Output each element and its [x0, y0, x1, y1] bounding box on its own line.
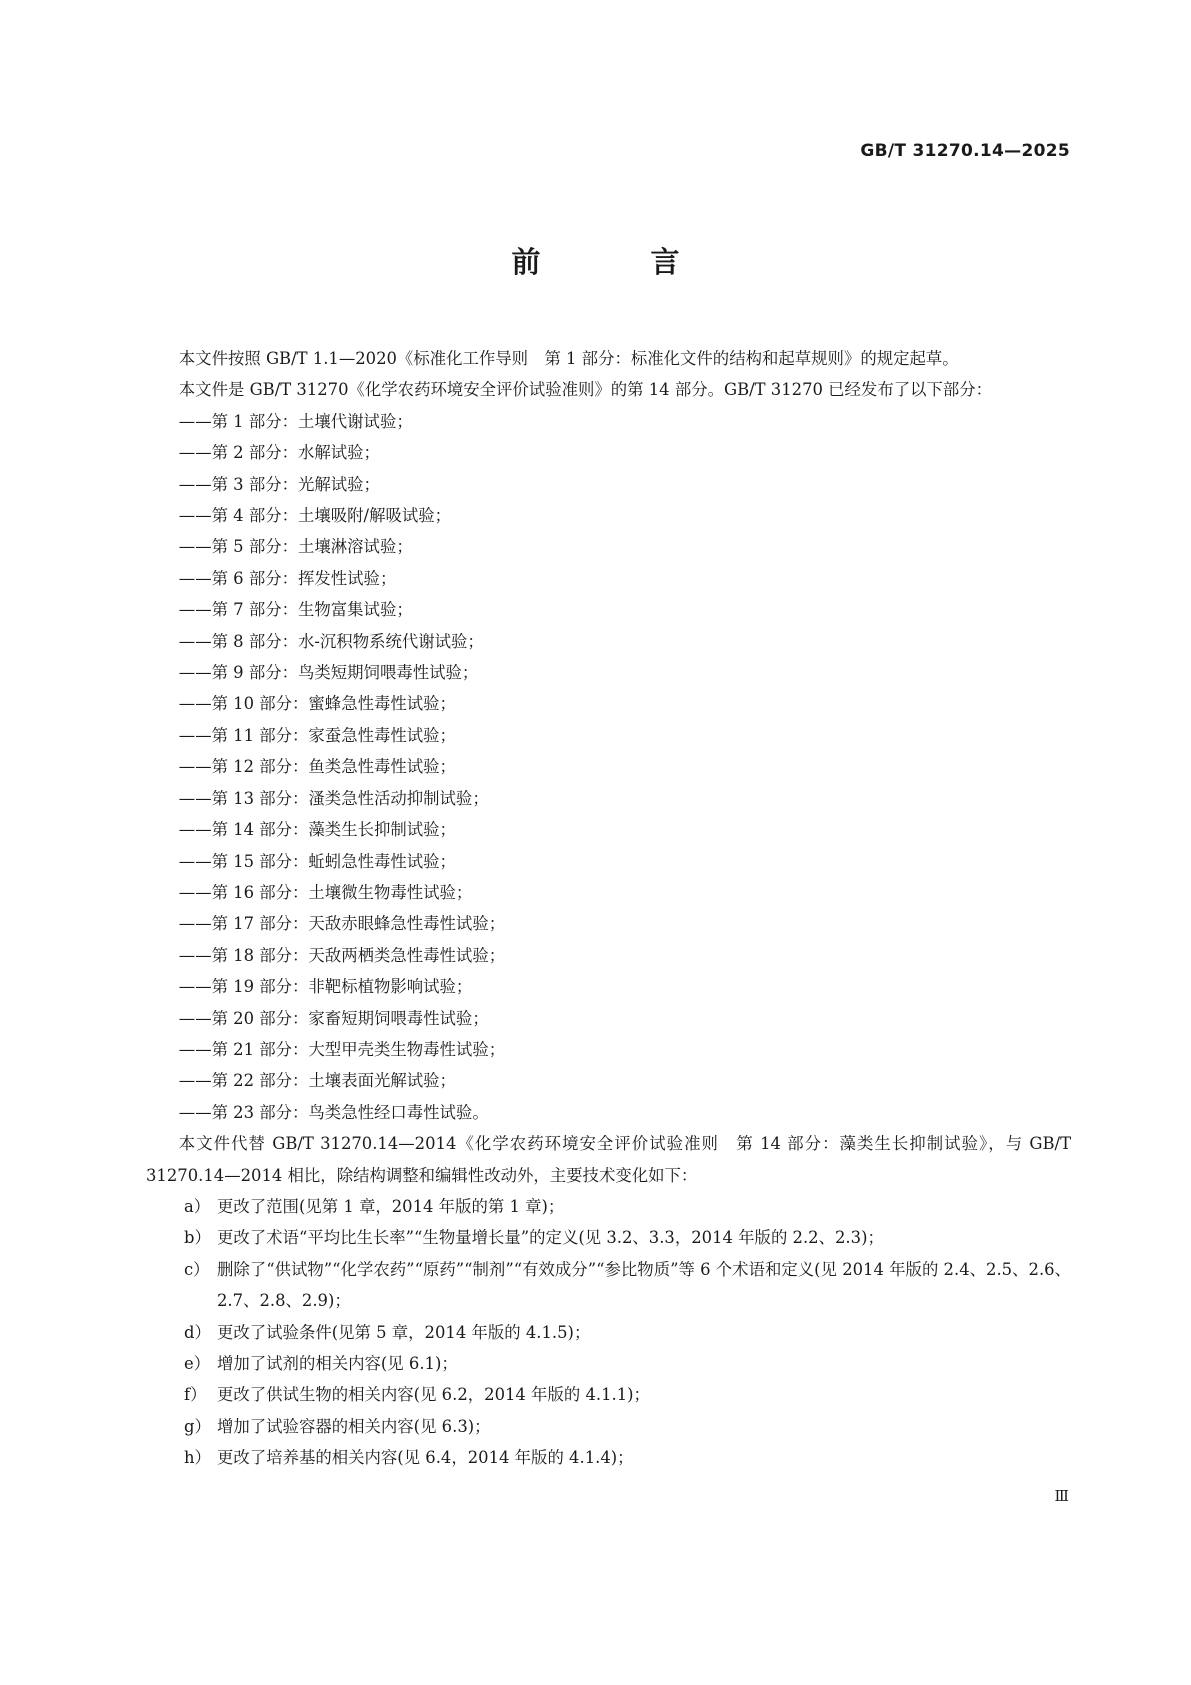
list-item: ——第 18 部分：天敌两栖类急性毒性试验； — [178, 945, 506, 965]
change-item — [146, 1222, 1071, 1253]
change-text: 删除了“供试物”“化学农药”“原药”“制剂”“有效成分”“参比物质”等 6 个术语和定义(见 2014 年版的 2.4、2.5、2.6、2.7、2.8、2.9)； — [217, 1259, 1071, 1311]
list-item: ——第 19 部分：非靶标植物影响试验； — [178, 977, 473, 997]
parts-list — [146, 406, 1071, 1128]
list-item: ——第 1 部分：土壤代谢试验； — [178, 411, 413, 431]
change-text: 更改了试验条件(见第 5 章，2014 年版的 4.1.5)； — [217, 1322, 591, 1342]
replace-paragraph: 本文件代替 GB/T 31270.14—2014《化学农药环境安全评价试验准则 第 14 部分：藻类生长抑制试验》，与 GB/T 31270.14—2014 相比，除结构调整和编辑性改动外，主要技术变化如下： — [146, 1134, 1071, 1185]
change-item — [146, 1317, 1071, 1348]
change-marker: e） — [184, 1354, 211, 1373]
change-marker: b） — [184, 1228, 211, 1248]
change-item — [146, 1254, 1071, 1317]
list-item: ——第 16 部分：土壤微生物毒性试验； — [178, 882, 473, 902]
change-text: 更改了术语“平均比生长率”“生物量增长量”的定义(见 3.2、3.3，2014 年版的 2.2、2.3)； — [217, 1228, 884, 1248]
list-item: ——第 17 部分：天敌赤眼蜂急性毒性试验； — [178, 914, 506, 934]
change-item — [146, 1442, 1071, 1473]
list-item: ——第 3 部分：光解试验； — [178, 474, 380, 494]
change-text: 增加了试剂的相关内容(见 6.1)； — [217, 1354, 458, 1373]
list-item: ——第 9 部分：鸟类短期饲喂毒性试验； — [178, 663, 479, 683]
intro-paragraph-1: 本文件按照 GB/T 1.1—2020《标准化工作导则 第 1 部分：标准化文件的结构和起草规则》的规定起草。 — [178, 349, 959, 368]
change-item — [146, 1379, 1071, 1410]
changes-list — [146, 1191, 1071, 1474]
change-text: 更改了供试生物的相关内容(见 6.2，2014 年版的 4.1.1)； — [217, 1385, 650, 1405]
intro-paragraph-2: 本文件是 GB/T 31270《化学农药环境安全评价试验准则》的第 14 部分。GB/T 31270 已经发布了以下部分： — [178, 380, 993, 400]
document-code: GB/T 31270.14—2025 — [860, 141, 1070, 161]
foreword-body — [146, 343, 1071, 1474]
list-item: ——第 23 部分：鸟类急性经口毒性试验。 — [178, 1102, 489, 1122]
change-marker: h） — [184, 1448, 211, 1468]
list-item: ——第 2 部分：水解试验； — [178, 443, 380, 463]
change-marker: d） — [184, 1322, 211, 1342]
list-item: ——第 6 部分：挥发性试验； — [178, 568, 397, 588]
change-text: 更改了培养基的相关内容(见 6.4，2014 年版的 4.1.4)； — [217, 1448, 634, 1468]
change-marker: g） — [184, 1416, 211, 1436]
list-item: ——第 11 部分：家蚕急性毒性试验； — [178, 725, 456, 745]
list-item: ——第 15 部分：蚯蚓急性毒性试验； — [178, 851, 456, 871]
change-marker: f） — [184, 1385, 207, 1405]
list-item: ——第 8 部分：水-沉积物系统代谢试验； — [178, 631, 484, 651]
list-item: ——第 13 部分：溞类急性活动抑制试验； — [178, 788, 489, 808]
page-title: 前 言 — [511, 245, 730, 279]
change-marker: a） — [184, 1196, 211, 1216]
list-item: ——第 20 部分：家畜短期饲喂毒性试验； — [178, 1008, 489, 1028]
change-item — [146, 1411, 1071, 1442]
change-item — [146, 1348, 1071, 1379]
page-number: Ⅲ — [1054, 1487, 1069, 1505]
list-item: ——第 12 部分：鱼类急性毒性试验； — [178, 757, 456, 777]
change-marker: c） — [184, 1259, 210, 1279]
list-item: ——第 14 部分：藻类生长抑制试验； — [178, 820, 456, 840]
change-text: 更改了范围(见第 1 章，2014 年版的第 1 章)； — [217, 1196, 565, 1216]
list-item: ——第 10 部分：蜜蜂急性毒性试验； — [178, 694, 456, 714]
list-item: ——第 7 部分：生物富集试验； — [178, 600, 413, 620]
change-item — [146, 1191, 1071, 1222]
list-item: ——第 4 部分：土壤吸附/解吸试验； — [178, 506, 452, 526]
list-item: ——第 22 部分：土壤表面光解试验； — [178, 1071, 456, 1091]
change-text: 增加了试验容器的相关内容(见 6.3)； — [217, 1416, 491, 1436]
list-item: ——第 5 部分：土壤淋溶试验； — [178, 537, 413, 557]
list-item: ——第 21 部分：大型甲壳类生物毒性试验； — [178, 1039, 506, 1059]
